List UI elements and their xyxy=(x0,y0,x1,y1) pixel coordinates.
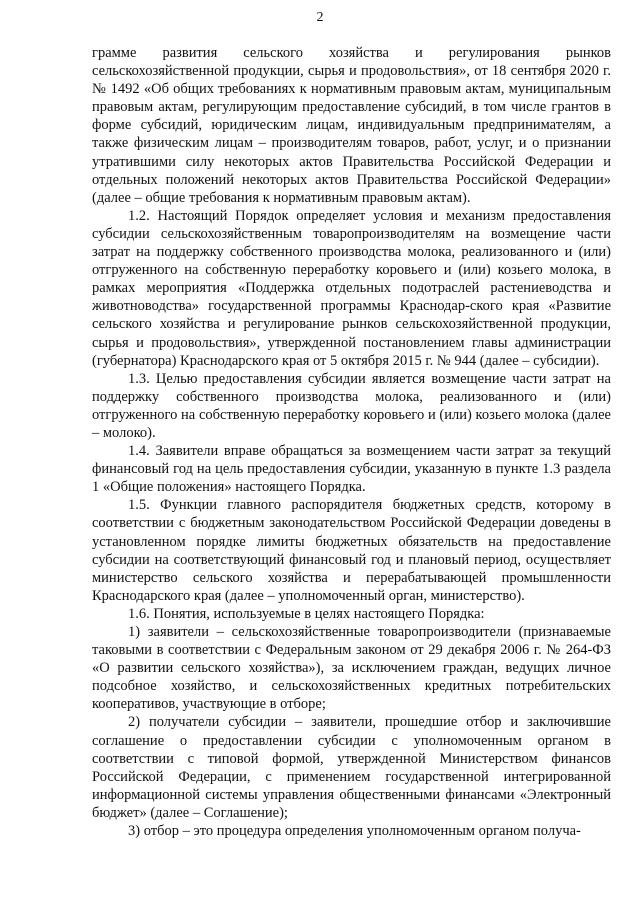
paragraph-1-3: 1.3. Целью предоставления субсидии является возмещение части затрат на поддержку собственного производства молока, реализованного и (или) отгруженного на собственную переработку коровьего и (или) козьего молока (далее – молоко). xyxy=(92,370,611,441)
definition-recipients: 2) получатели субсидии – заявители, прошедшие отбор и заключившие соглашение о предоставлении субсидии с уполномоченным органом в соответствии с типовой формой, утвержденной Министерством финансов Российской Федерации, с применением государственной интегрированной информационной системы управления общественными финансами «Электронный бюджет» (далее – Соглашение); xyxy=(92,714,611,821)
paragraph-1-5: 1.5. Функции главного распорядителя бюджетных средств, которому в соответствии с бюджетным законодательством Российской Федерации доведены в установленном порядке лимиты бюджетных обязательств на предоставление субсидии на соответствующий финансовый год и плановый период, осуществляет министерство сельского хозяйства и перерабатывающей промышленности Краснодарского края (далее – уполномоченный орган, министерство). xyxy=(92,497,611,604)
document-body xyxy=(92,44,611,840)
paragraph-1-4: 1.4. Заявители вправе обращаться за возмещением части затрат за текущий финансовый год на цель предоставления субсидии, указанную в пункте 1.3 раздела 1 «Общие положения» настоящего Порядка. xyxy=(92,443,611,496)
paragraph-continuation: грамме развития сельского хозяйства и регулирования рынков сельскохозяйственной продукции, сырья и продовольствия», от 18 сентября 2020 г. № 1492 «Об общих требованиях к нормативным правовым актам, муниципальным правовым актам, регулирующим предоставление субсидий, в том числе грантов в форме субсидий, юридическим лицам, индивидуальным предпринимателям, а также физическим лицам – производителям товаров, работ, услуг, и о признании утратившими силу некоторых актов Правительства Российской Федерации и отдельных положений некоторых актов Правительства Российской Федерации» (далее – общие требования к нормативным правовым актам). xyxy=(92,45,611,206)
definition-applicants: 1) заявители – сельскохозяйственные товаропроизводители (признаваемые таковыми в соответствии с Федеральным законом от 29 декабря 2006 г. № 264-ФЗ «О развитии сельского хозяйства»), за исключением граждан, ведущих личное подсобное хозяйство, и сельскохозяйственных кредитных потребительских кооперативов, участвующие в отборе; xyxy=(92,624,611,713)
paragraph-1-2: 1.2. Настоящий Порядок определяет условия и механизм предоставления субсидии сельскохозяйственным товаропроизводителям на возмещение части затрат на поддержку собственного производства молока, реализованного и (или) отгруженного на собственную переработку коровьего и (или) козьего молока, в рамках мероприятия «Поддержка отдельных подотраслей растениеводства и животноводства» государственной программы Краснодар-ского края «Развитие сельского хозяйства и регулирование рынков сельскохозяйственной продукции, сырья и продовольствия», утвержденной постановлением главы администрации (губернатора) Краснодарского края от 5 октября 2015 г. № 944 (далее – субсидии). xyxy=(92,207,611,369)
definition-selection: 3) отбор – это процедура определения уполномоченным органом получа- xyxy=(128,823,581,840)
paragraph-1-6: 1.6. Понятия, используемые в целях настоящего Порядка: xyxy=(128,605,485,622)
page-number: 2 xyxy=(316,10,324,25)
